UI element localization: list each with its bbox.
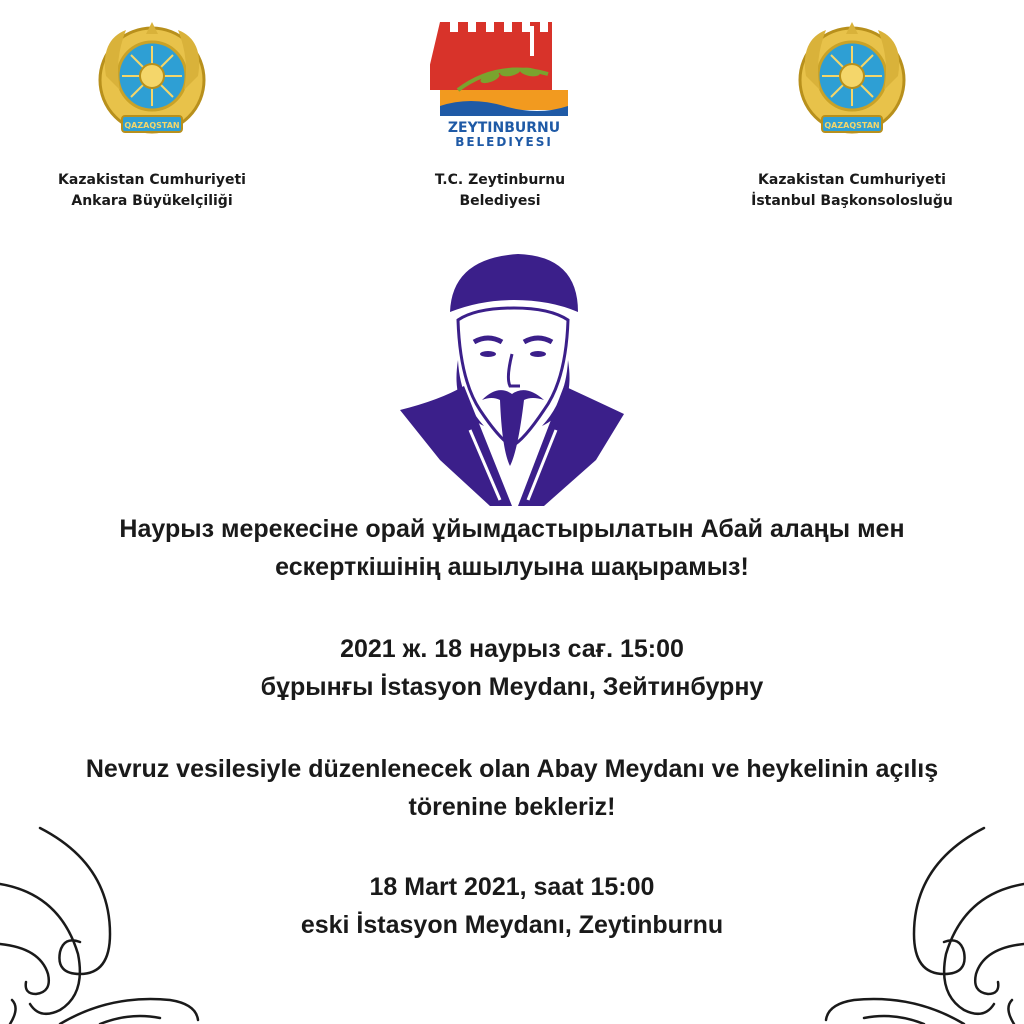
kz-line2: ескерткішінің ашылуына шақырамыз! <box>275 553 749 581</box>
tr-place: eski İstasyon Meydanı, Zeytinburnu <box>300 911 724 939</box>
org-name-zeytinburnu <box>350 170 650 212</box>
zeytinburnu-logo-icon <box>430 20 570 150</box>
kazakhstan-emblem-icon <box>96 20 208 142</box>
kazakh-invitation <box>0 510 1024 586</box>
kazakh-date-place <box>0 630 1024 706</box>
org-line2: Belediyesi <box>459 193 541 209</box>
turkish-invitation <box>0 750 1024 826</box>
zeytinburnu-logo <box>350 20 650 150</box>
kz-place: бұрынғы İstasyon Meydanı, Зейтинбурну <box>260 673 764 701</box>
org-line1: Kazakistan Cumhuriyeti <box>758 172 946 188</box>
org-line2: İstanbul Başkonsolosluğu <box>751 193 953 209</box>
org-name-ankara <box>2 170 302 212</box>
logo-text-line1: ZEYTINBURNU <box>447 120 561 136</box>
kz-date: 2021 ж. 18 наурыз сағ. 15:00 <box>340 635 684 663</box>
swirl-ornament-icon <box>824 824 1024 1024</box>
kazakhstan-emblem-icon <box>796 20 908 142</box>
org-line1: Kazakistan Cumhuriyeti <box>58 172 246 188</box>
org-line1: T.C. Zeytinburnu <box>434 172 566 188</box>
kazakhstan-emblem-right <box>702 20 1002 142</box>
org-line2: Ankara Büyükelçiliği <box>71 193 233 209</box>
tr-line1: Nevruz vesilesiyle düzenlenecek olan Abay Meydanı ve heykelinin açılış <box>85 755 939 783</box>
emblem-ribbon-text: QAZAQSTAN <box>124 121 180 130</box>
org-name-istanbul <box>702 170 1002 212</box>
kazakhstan-emblem-left <box>2 20 302 142</box>
tr-line2: törenine bekleriz! <box>408 793 616 821</box>
logo-text-line2: BELEDIYESI <box>455 135 553 149</box>
emblem-ribbon-text: QAZAQSTAN <box>824 121 880 130</box>
kz-line1: Наурыз мерекесіне орай ұйымдастырылатын Абай алаңы мен <box>119 515 905 543</box>
tr-date: 18 Mart 2021, saat 15:00 <box>369 873 655 901</box>
abay-portrait-icon <box>400 250 624 506</box>
swirl-ornament-icon <box>0 824 200 1024</box>
